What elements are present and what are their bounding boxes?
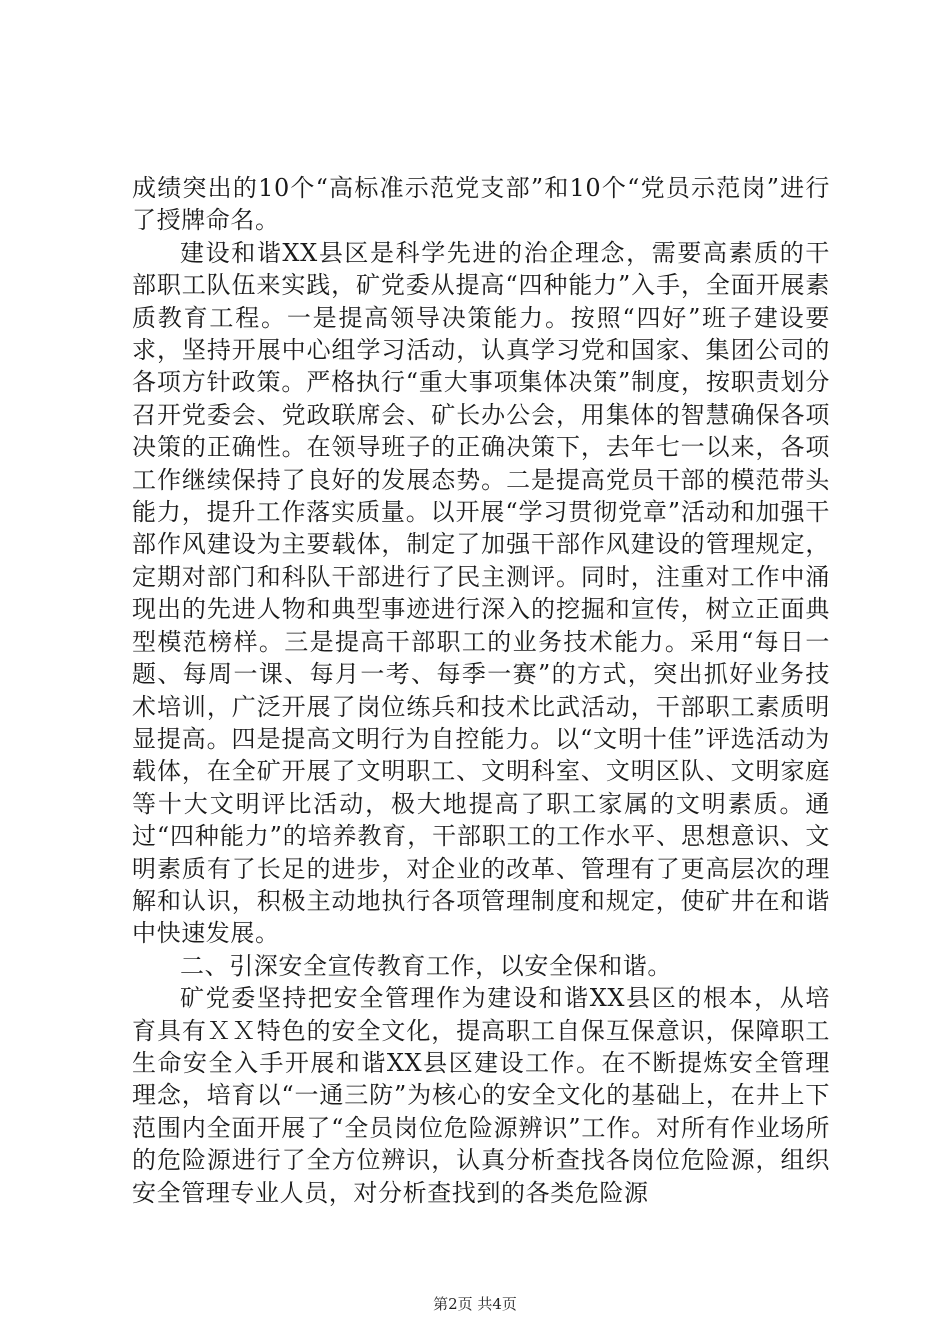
section-heading: 二、引深安全宣传教育工作，以安全保和谐。 (180, 951, 672, 980)
paragraph-2: 建设和谐XX县区是科学先进的治企理念，需要高素质的干部职工队伍来实践，矿党委从提高“四种能力”入手，全面开展素质教育工程。一是提高领导决策能力。按照“四好”班子建设要求，坚持开展中心组学习活动，认真学习党和国家、集团公司的各项方针政策。严格执行“重大事项集体决策”制度，按职责划分召开党委会、党政联席会、矿长办公会，用集体的智慧确保各项决策的正确性。在领导班子的正确决策下，去年七一以来，各项工作继续保持了良好的发展态势。二是提高党员干部的模范带头能力，提升工作落实质量。以开展“学习贯彻党章”活动和加强干部作风建设为主要载体，制定了加强干部作风建设的管理规定，定期对部门和科队干部进行了民主测评。同时，注重对工作中涌现出的先进人物和典型事迹进行深入的挖掘和宣传，树立正面典型模范榜样。三是提高干部职工的业务技术能力。采用“每日一题、每周一课、每月一考、每季一赛”的方式，突出抓好业务技术培训，广泛开展了岗位练兵和技术比武活动，干部职工素质明显提高。四是提高文明行为自控能力。以“文明十佳”评选活动为载体，在全矿开展了文明职工、文明科室、文明区队、文明家庭等十大文明评比活动，极大地提高了职工家属的文明素质。通过“四种能力”的培养教育，干部职工的工作水平、思想意识、文明素质有了长足的进步，对企业的改革、管理有了更高层次的理解和认识，积极主动地执行各项管理制度和规定，使矿井在和谐中快速发展。 (132, 238, 830, 948)
paragraph-1: 成绩突出的10个“高标准示范党支部”和10个“党员示范岗”进行了授牌命名。 (132, 174, 830, 235)
page-footer (0, 1294, 950, 1314)
paragraph-3: 矿党委坚持把安全管理作为建设和谐XX县区的根本，从培育具有ＸＸ特色的安全文化，提高职工自保互保意识，保障职工生命安全入手开展和谐XX县区建设工作。在不断提炼安全管理理念，培育以“一通三防”为核心的安全文化的基础上，在井上下范围内全面开展了“全员岗位危险源辨识”工作。对所有作业场所的危险源进行了全方位辨识，认真分析查找各岗位危险源，组织安全管理专业人员，对分析查找到的各类危险源 (132, 984, 830, 1207)
page-number: 第2页 共4页 (433, 1295, 517, 1313)
body-text (132, 172, 830, 1209)
